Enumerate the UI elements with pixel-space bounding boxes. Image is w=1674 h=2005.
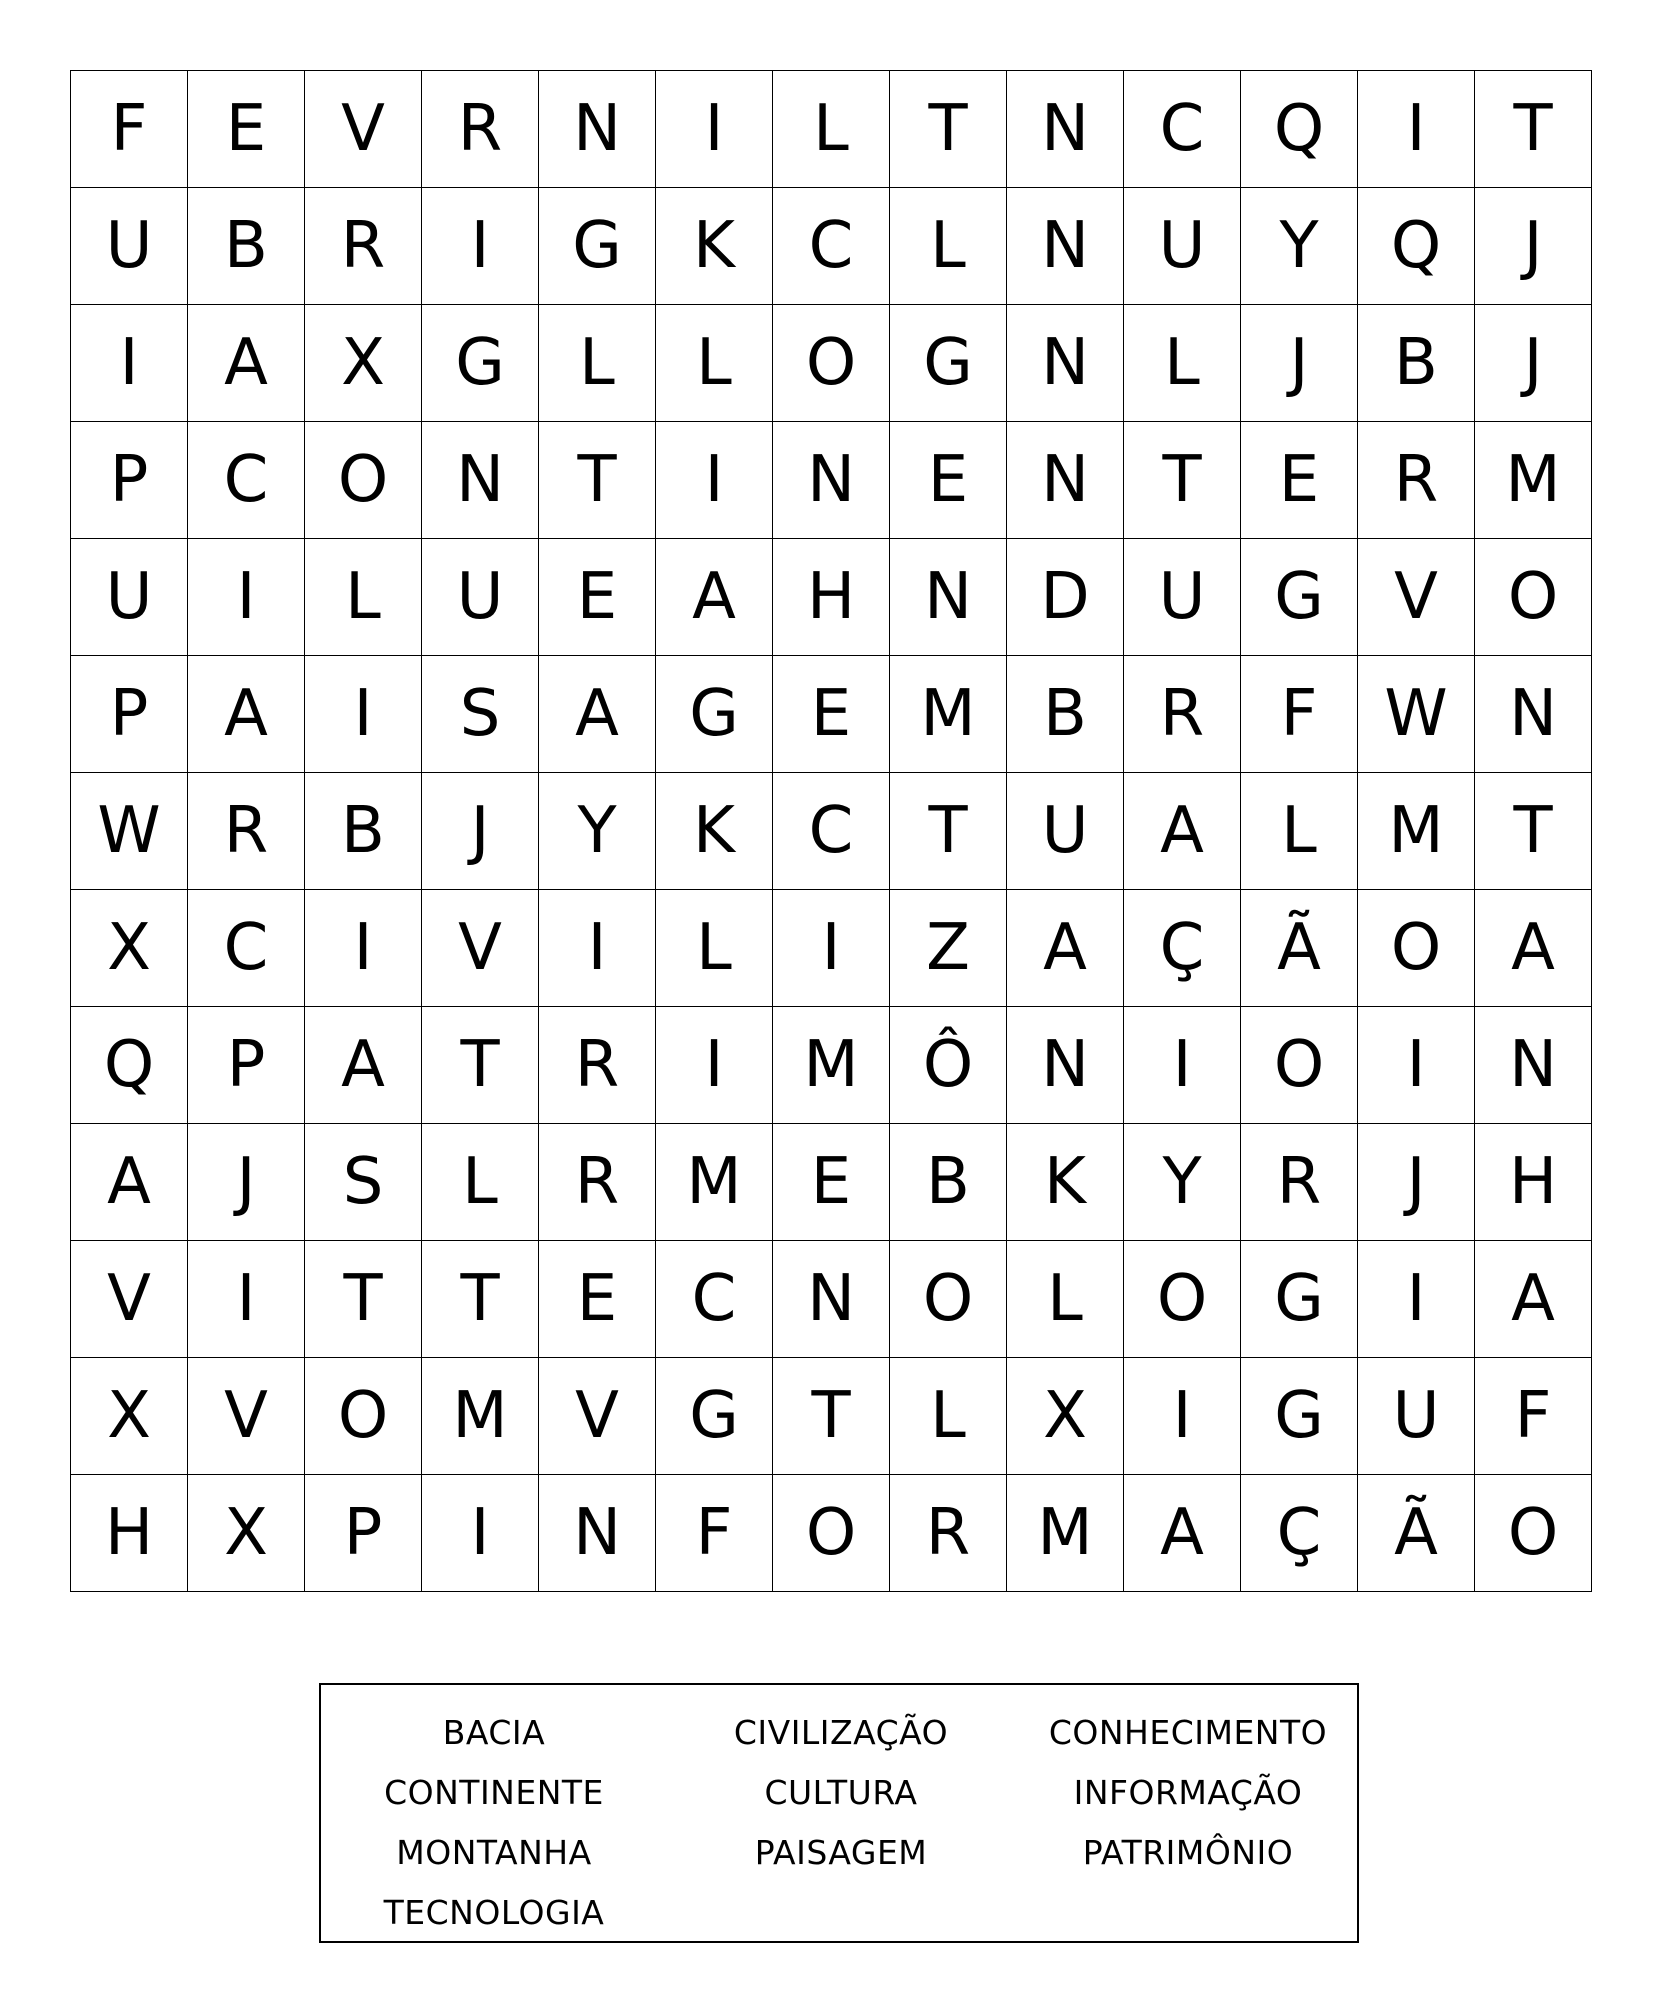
grid-cell[interactable]: E — [1241, 422, 1358, 539]
grid-cell[interactable]: I — [1358, 1241, 1475, 1358]
grid-cell[interactable]: M — [422, 1358, 539, 1475]
grid-cell[interactable]: N — [890, 539, 1007, 656]
grid-cell[interactable]: F — [656, 1475, 773, 1592]
grid-cell[interactable]: T — [890, 71, 1007, 188]
grid-cell[interactable]: T — [422, 1241, 539, 1358]
grid-cell[interactable]: N — [1007, 188, 1124, 305]
grid-cell[interactable]: E — [890, 422, 1007, 539]
grid-cell[interactable]: N — [539, 1475, 656, 1592]
grid-cell[interactable]: M — [1358, 773, 1475, 890]
grid-cell[interactable]: C — [188, 890, 305, 1007]
grid-cell[interactable]: U — [1358, 1358, 1475, 1475]
grid-cell[interactable]: I — [656, 1007, 773, 1124]
grid-row — [71, 1475, 1592, 1592]
grid-cell[interactable]: Y — [539, 773, 656, 890]
grid-cell[interactable]: A — [305, 1007, 422, 1124]
grid-cell[interactable]: P — [71, 422, 188, 539]
grid-cell[interactable]: G — [539, 188, 656, 305]
grid-cell[interactable]: F — [71, 71, 188, 188]
grid-cell[interactable]: R — [1241, 1124, 1358, 1241]
grid-cell[interactable]: Y — [1124, 1124, 1241, 1241]
grid-cell[interactable]: X — [188, 1475, 305, 1592]
grid-cell[interactable]: L — [422, 1124, 539, 1241]
grid-cell[interactable]: A — [1007, 890, 1124, 1007]
grid-cell[interactable]: E — [773, 1124, 890, 1241]
grid-cell[interactable]: Ç — [1241, 1475, 1358, 1592]
grid-cell[interactable]: S — [305, 1124, 422, 1241]
grid-cell[interactable]: U — [71, 539, 188, 656]
grid-cell[interactable]: L — [305, 539, 422, 656]
grid-cell[interactable]: N — [773, 1241, 890, 1358]
grid-cell[interactable]: H — [1475, 1124, 1592, 1241]
grid-row — [71, 539, 1592, 656]
grid-row — [71, 305, 1592, 422]
grid-cell[interactable]: V — [1358, 539, 1475, 656]
grid-cell[interactable]: Q — [1241, 71, 1358, 188]
grid-cell[interactable]: A — [1124, 1475, 1241, 1592]
grid-cell[interactable]: L — [890, 1358, 1007, 1475]
grid-cell[interactable]: N — [1475, 656, 1592, 773]
grid-cell[interactable]: I — [773, 890, 890, 1007]
grid-cell[interactable]: N — [1475, 1007, 1592, 1124]
grid-cell[interactable]: Q — [71, 1007, 188, 1124]
grid-cell[interactable]: B — [305, 773, 422, 890]
grid-cell[interactable]: O — [1124, 1241, 1241, 1358]
word-list-item: PATRIMÔNIO — [1082, 1833, 1294, 1872]
grid-cell[interactable]: Ô — [890, 1007, 1007, 1124]
grid-cell[interactable]: E — [188, 71, 305, 188]
grid-cell[interactable]: T — [890, 773, 1007, 890]
grid-row — [71, 890, 1592, 1007]
grid-row — [71, 773, 1592, 890]
grid-cell[interactable]: U — [71, 188, 188, 305]
grid-cell[interactable]: L — [539, 305, 656, 422]
grid-cell[interactable]: L — [656, 305, 773, 422]
grid-cell[interactable]: C — [188, 422, 305, 539]
grid-cell[interactable]: G — [1241, 1358, 1358, 1475]
grid-cell[interactable]: B — [1007, 656, 1124, 773]
grid-cell[interactable]: J — [188, 1124, 305, 1241]
grid-cell[interactable]: A — [1475, 890, 1592, 1007]
grid-cell[interactable]: V — [188, 1358, 305, 1475]
word-list-item: TECNOLOGIA — [383, 1893, 605, 1932]
grid-cell[interactable]: N — [1007, 1007, 1124, 1124]
grid-cell[interactable]: N — [539, 71, 656, 188]
word-list-column — [1015, 1703, 1361, 1883]
grid-cell[interactable]: L — [890, 188, 1007, 305]
grid-cell[interactable]: A — [188, 305, 305, 422]
word-list-item: CULTURA — [764, 1773, 918, 1812]
grid-cell[interactable]: C — [773, 773, 890, 890]
grid-cell[interactable]: B — [890, 1124, 1007, 1241]
grid-cell[interactable]: E — [773, 656, 890, 773]
grid-row — [71, 422, 1592, 539]
grid-cell[interactable]: N — [1007, 305, 1124, 422]
word-search-grid — [70, 70, 1592, 1592]
grid-cell[interactable]: J — [1358, 1124, 1475, 1241]
grid-cell[interactable]: V — [71, 1241, 188, 1358]
grid-cell[interactable]: T — [1475, 773, 1592, 890]
grid-row — [71, 1358, 1592, 1475]
grid-cell[interactable]: A — [539, 656, 656, 773]
grid-cell[interactable]: T — [1124, 422, 1241, 539]
grid-cell[interactable]: A — [1475, 1241, 1592, 1358]
grid-cell[interactable]: J — [1475, 305, 1592, 422]
word-list-item: CONHECIMENTO — [1048, 1713, 1328, 1752]
grid-cell[interactable]: S — [422, 656, 539, 773]
grid-cell[interactable]: H — [71, 1475, 188, 1592]
grid-cell[interactable]: R — [1124, 656, 1241, 773]
grid-cell[interactable]: B — [188, 188, 305, 305]
grid-row — [71, 188, 1592, 305]
word-list-item: CIVILIZAÇÃO — [733, 1713, 949, 1752]
grid-cell[interactable]: X — [305, 305, 422, 422]
grid-cell[interactable]: O — [305, 1358, 422, 1475]
grid-cell[interactable]: I — [1358, 71, 1475, 188]
grid-cell[interactable]: M — [1475, 422, 1592, 539]
word-list-box — [319, 1683, 1359, 1943]
grid-cell[interactable]: I — [422, 188, 539, 305]
grid-cell[interactable]: J — [422, 773, 539, 890]
grid-cell[interactable]: R — [539, 1007, 656, 1124]
grid-cell[interactable]: J — [1475, 188, 1592, 305]
grid-cell[interactable]: K — [1007, 1124, 1124, 1241]
grid-cell[interactable]: I — [188, 1241, 305, 1358]
grid-cell[interactable]: I — [656, 422, 773, 539]
grid-cell[interactable]: I — [305, 890, 422, 1007]
grid-cell[interactable]: B — [1358, 305, 1475, 422]
grid-row — [71, 1124, 1592, 1241]
grid-cell[interactable]: O — [1475, 539, 1592, 656]
grid-cell[interactable]: C — [656, 1241, 773, 1358]
grid-cell[interactable]: G — [656, 656, 773, 773]
grid-cell[interactable]: X — [71, 1358, 188, 1475]
grid-cell[interactable]: Ã — [1241, 890, 1358, 1007]
grid-cell[interactable]: Y — [1241, 188, 1358, 305]
grid-cell[interactable]: D — [1007, 539, 1124, 656]
word-list-item: BACIA — [442, 1713, 546, 1752]
grid-cell[interactable]: M — [656, 1124, 773, 1241]
grid-row — [71, 1241, 1592, 1358]
grid-cell[interactable]: I — [539, 890, 656, 1007]
grid-cell[interactable]: U — [1124, 188, 1241, 305]
grid-cell[interactable]: G — [1241, 539, 1358, 656]
grid-cell[interactable]: U — [422, 539, 539, 656]
grid-cell[interactable]: R — [188, 773, 305, 890]
grid-cell[interactable]: V — [539, 1358, 656, 1475]
grid-cell[interactable]: U — [1124, 539, 1241, 656]
grid-cell[interactable]: A — [656, 539, 773, 656]
grid-cell[interactable]: N — [773, 422, 890, 539]
grid-cell[interactable]: Q — [1358, 188, 1475, 305]
grid-cell[interactable]: C — [1124, 71, 1241, 188]
grid-cell[interactable]: P — [71, 656, 188, 773]
grid-cell[interactable]: I — [1124, 1007, 1241, 1124]
grid-cell[interactable]: R — [1358, 422, 1475, 539]
grid-cell[interactable]: T — [305, 1241, 422, 1358]
grid-cell[interactable]: O — [1475, 1475, 1592, 1592]
grid-cell[interactable]: N — [422, 422, 539, 539]
grid-cell[interactable]: I — [422, 1475, 539, 1592]
grid-cell[interactable]: L — [1124, 305, 1241, 422]
grid-cell[interactable]: O — [890, 1241, 1007, 1358]
grid-cell[interactable]: I — [1358, 1007, 1475, 1124]
grid-cell[interactable]: R — [422, 71, 539, 188]
grid-cell[interactable]: T — [1475, 71, 1592, 188]
grid-cell[interactable]: F — [1475, 1358, 1592, 1475]
grid-cell[interactable]: L — [1241, 773, 1358, 890]
grid-cell[interactable]: R — [539, 1124, 656, 1241]
grid-cell[interactable]: G — [890, 305, 1007, 422]
grid-cell[interactable]: X — [71, 890, 188, 1007]
word-list-item: INFORMAÇÃO — [1073, 1773, 1303, 1812]
grid-cell[interactable]: P — [305, 1475, 422, 1592]
grid-cell[interactable]: G — [422, 305, 539, 422]
grid-cell[interactable]: A — [1124, 773, 1241, 890]
grid-cell[interactable]: O — [773, 305, 890, 422]
grid-cell[interactable]: I — [71, 305, 188, 422]
grid-cell[interactable]: W — [1358, 656, 1475, 773]
grid-cell[interactable]: N — [1007, 71, 1124, 188]
word-list-column — [668, 1703, 1014, 1883]
grid-cell[interactable]: E — [539, 539, 656, 656]
grid-cell[interactable]: C — [773, 188, 890, 305]
grid-cell[interactable]: W — [71, 773, 188, 890]
grid-cell[interactable]: F — [1241, 656, 1358, 773]
grid-cell[interactable]: T — [539, 422, 656, 539]
grid-cell[interactable]: Ã — [1358, 1475, 1475, 1592]
grid-cell[interactable]: V — [305, 71, 422, 188]
grid-cell[interactable]: O — [1241, 1007, 1358, 1124]
grid-cell[interactable]: I — [305, 656, 422, 773]
grid-cell[interactable]: T — [773, 1358, 890, 1475]
grid-cell[interactable]: U — [1007, 773, 1124, 890]
word-list-column — [321, 1703, 667, 1943]
grid-cell[interactable]: R — [890, 1475, 1007, 1592]
word-list-item: MONTANHA — [396, 1833, 592, 1872]
grid-cell[interactable]: P — [188, 1007, 305, 1124]
grid-row — [71, 1007, 1592, 1124]
grid-cell[interactable]: N — [1007, 422, 1124, 539]
grid-cell[interactable]: A — [188, 656, 305, 773]
grid-cell[interactable]: I — [188, 539, 305, 656]
grid-cell[interactable]: H — [773, 539, 890, 656]
grid-row — [71, 71, 1592, 188]
grid-cell[interactable]: G — [1241, 1241, 1358, 1358]
word-list-item: CONTINENTE — [384, 1773, 604, 1812]
grid-cell[interactable]: O — [305, 422, 422, 539]
grid-cell[interactable]: V — [422, 890, 539, 1007]
grid-cell[interactable]: X — [1007, 1358, 1124, 1475]
grid-cell[interactable]: E — [539, 1241, 656, 1358]
grid-cell[interactable]: L — [656, 890, 773, 1007]
word-list-item: PAISAGEM — [754, 1833, 928, 1872]
grid-cell[interactable]: O — [1358, 890, 1475, 1007]
grid-cell[interactable]: Ç — [1124, 890, 1241, 1007]
grid-cell[interactable]: K — [656, 773, 773, 890]
grid-cell[interactable]: A — [71, 1124, 188, 1241]
grid-cell[interactable]: G — [656, 1358, 773, 1475]
grid-cell[interactable]: L — [1007, 1241, 1124, 1358]
grid-cell[interactable]: L — [773, 71, 890, 188]
grid-cell[interactable]: T — [422, 1007, 539, 1124]
grid-cell[interactable]: I — [1124, 1358, 1241, 1475]
grid-cell[interactable]: M — [1007, 1475, 1124, 1592]
grid-cell[interactable]: M — [773, 1007, 890, 1124]
grid-cell[interactable]: K — [656, 188, 773, 305]
grid-cell[interactable]: O — [773, 1475, 890, 1592]
grid-cell[interactable]: I — [656, 71, 773, 188]
grid-cell[interactable]: Z — [890, 890, 1007, 1007]
grid-row — [71, 656, 1592, 773]
grid-cell[interactable]: J — [1241, 305, 1358, 422]
grid-cell[interactable]: M — [890, 656, 1007, 773]
grid-cell[interactable]: R — [305, 188, 422, 305]
